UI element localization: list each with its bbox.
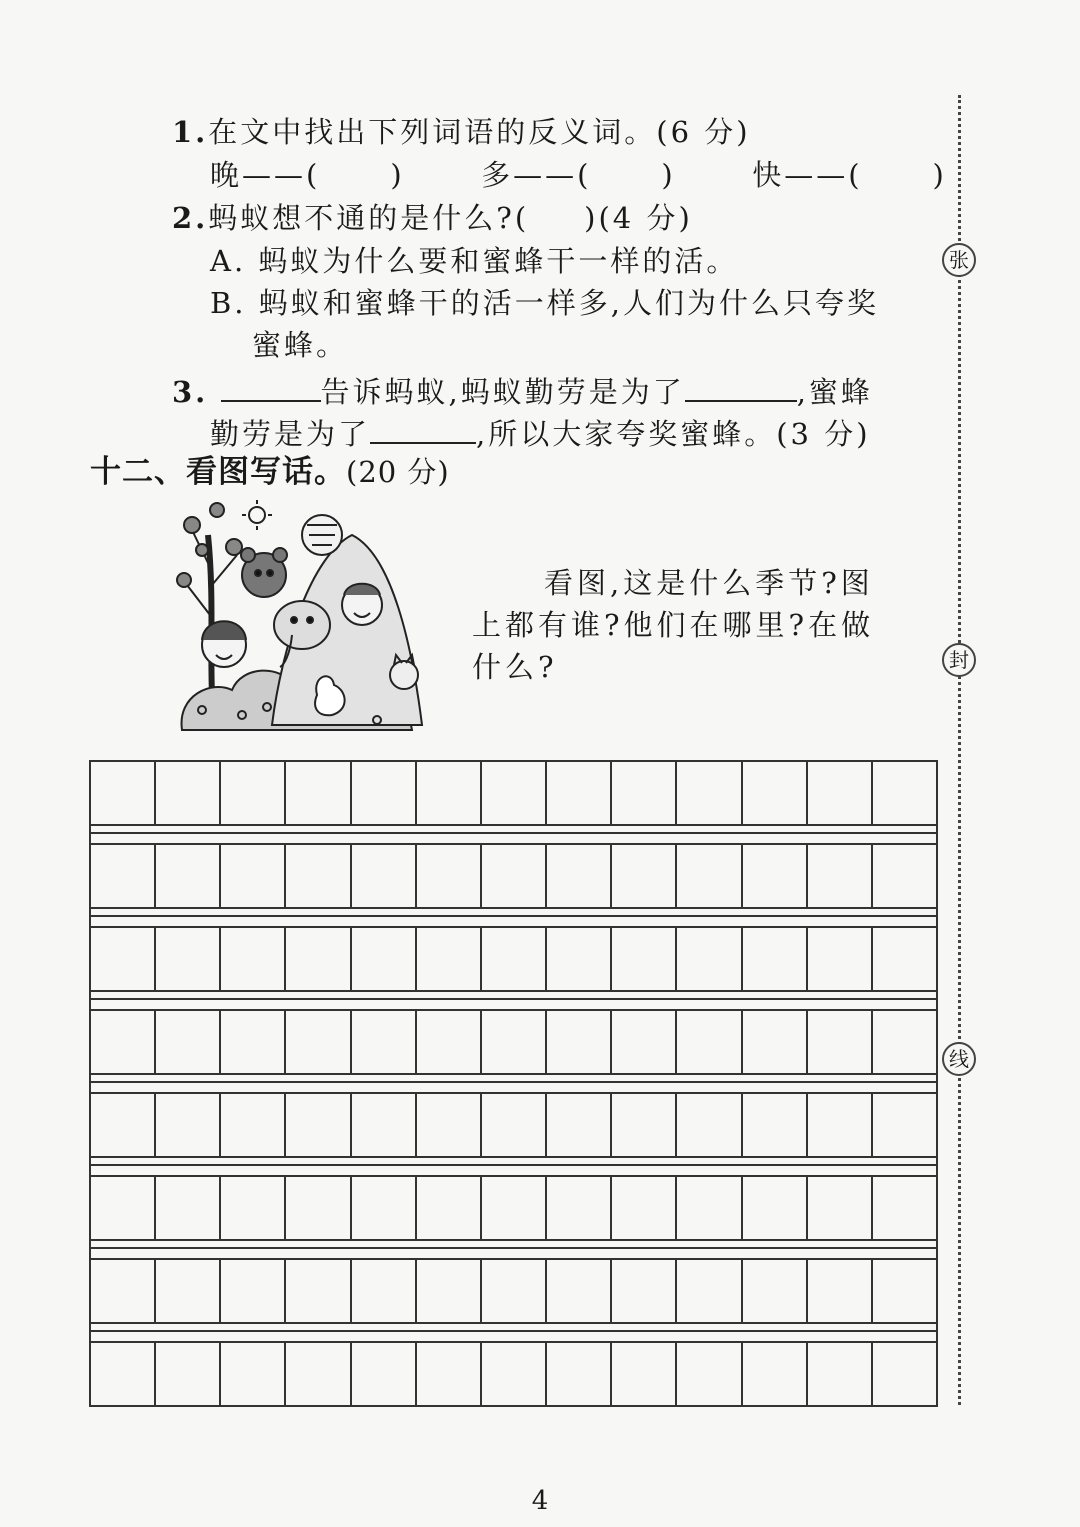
q3-line2: 勤劳是为了 ,所以大家夸奖蜜蜂。(3 分): [210, 410, 871, 454]
grid-row[interactable]: [89, 1258, 938, 1324]
q2-option-a: A. 蚂蚁为什么要和蜜蜂干一样的活。: [210, 244, 739, 278]
q2-option-b: B. 蚂蚁和蜜蜂干的活一样多,人们为什么只夸奖: [210, 286, 879, 320]
answer-blank[interactable]: [221, 368, 321, 402]
grid-gap-line: [89, 1164, 938, 1166]
animals-in-garden-illustration: [172, 495, 437, 740]
q3-line1: 3. 告诉蚂蚁,蚂蚁勤劳是为了 ,蜜蜂: [172, 368, 873, 412]
grid-gap: [89, 826, 938, 843]
grid-gap-line: [89, 1247, 938, 1249]
q1-title: 1.在文中找出下列词语的反义词。(6 分): [172, 115, 751, 149]
q2-title: 2.蚂蚁想不通的是什么?( )(4 分): [172, 201, 693, 235]
writing-prompt: 看图,这是什么季节?图 上都有谁?他们在哪里?在做 什么?: [472, 566, 875, 684]
grid-row[interactable]: [89, 1341, 938, 1407]
grid-gap: [89, 1075, 938, 1092]
grid-row[interactable]: [89, 926, 938, 992]
grid-row[interactable]: [89, 760, 938, 826]
answer-blank[interactable]: [685, 368, 797, 402]
seal-xian: 线: [942, 1042, 976, 1076]
grid-gap: [89, 992, 938, 1009]
seal-zhang: 张: [942, 243, 976, 277]
grid-gap-line: [89, 915, 938, 917]
grid-row[interactable]: [89, 1175, 938, 1241]
grid-gap-line: [89, 1330, 938, 1332]
grid-gap-line: [89, 1081, 938, 1083]
answer-blank[interactable]: [370, 410, 476, 444]
grid-gap: [89, 909, 938, 926]
q2-option-b-cont: 蜜蜂。: [252, 328, 349, 362]
grid-row[interactable]: [89, 1009, 938, 1075]
binding-dotted-line: [958, 95, 961, 1405]
grid-row[interactable]: [89, 843, 938, 909]
grid-gap: [89, 1241, 938, 1258]
pair-word: 晚——(: [210, 158, 321, 192]
grid-gap: [89, 1158, 938, 1175]
grid-row[interactable]: [89, 1092, 938, 1158]
pair-word: 快——(: [752, 158, 863, 192]
pair-word: 多——(: [481, 158, 592, 192]
q1-pairs: 晚——( ) 多——( ) 快——( ): [210, 158, 947, 192]
section-12-heading: 十二、看图写话。(20 分): [90, 454, 450, 490]
page-number: 4: [531, 1486, 549, 1516]
grid-gap-line: [89, 998, 938, 1000]
seal-feng: 封: [942, 643, 976, 677]
grid-gap-line: [89, 832, 938, 834]
grid-gap: [89, 1324, 938, 1341]
